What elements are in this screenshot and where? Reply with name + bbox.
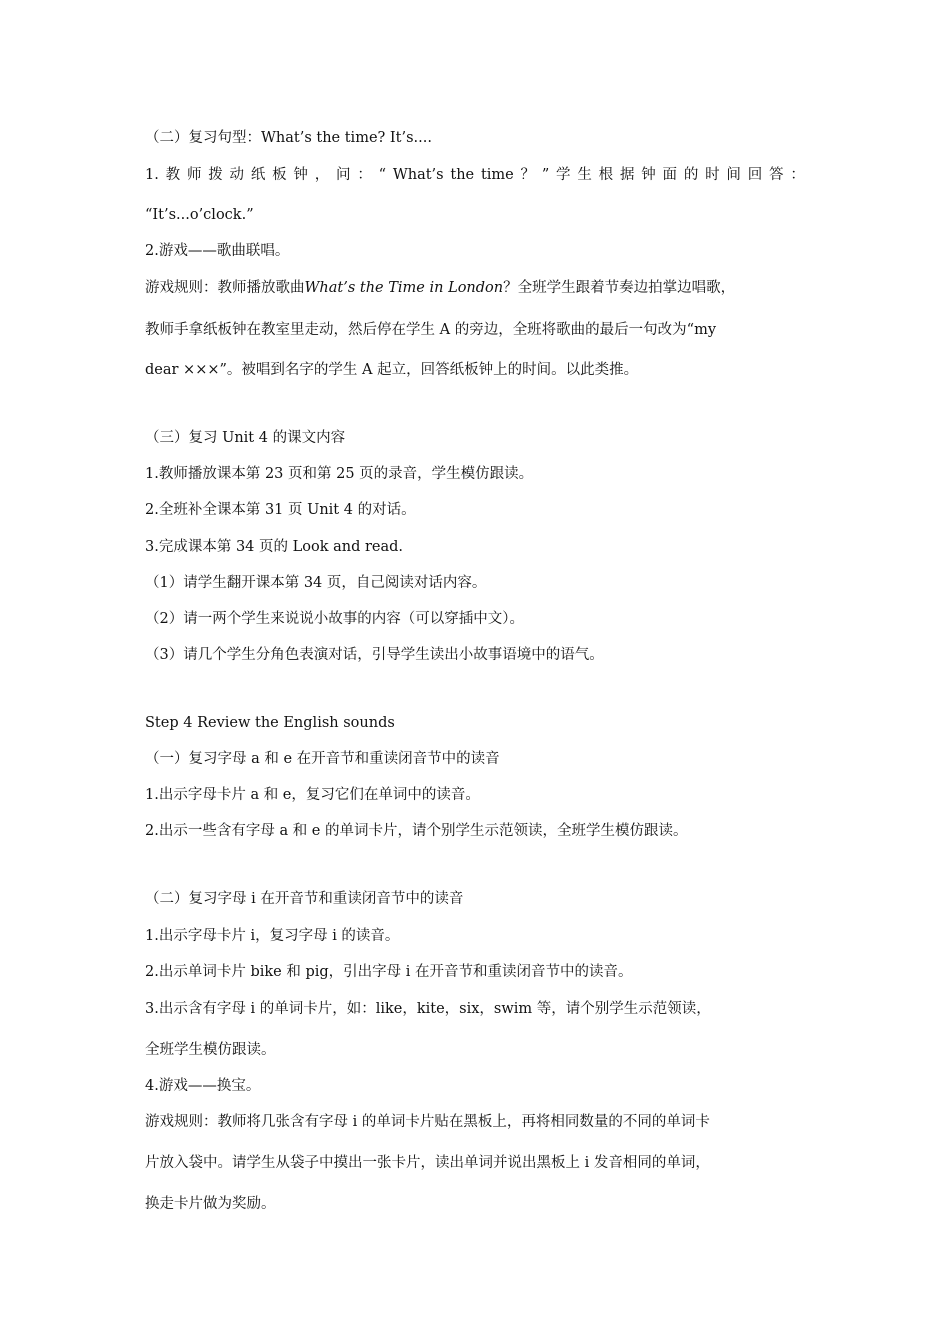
- justified-token: 回: [747, 167, 763, 183]
- justified-token: 答: [769, 167, 784, 183]
- game-rule-1-line-1: [145, 278, 735, 298]
- unit4-item-3: 3.完成课本第 34 页的 Look and read.: [145, 539, 404, 555]
- justified-token: time: [480, 167, 514, 183]
- game-rule-prefix: 游戏规则：教师播放歌曲: [145, 280, 305, 296]
- justified-token: 据: [619, 167, 635, 183]
- game-rule-1-line-2: 教师手拿纸板钟在教室里走动，然后停在学生 A 的旁边，全班将歌曲的最后一句改为“my: [145, 322, 717, 338]
- sounds-section-1-item-1: 1.出示字母卡片 a 和 e，复习它们在单词中的读音。: [145, 787, 480, 803]
- sounds-section-2-item-4: 4.游戏——换宝。: [145, 1078, 261, 1094]
- step-item-1-line-2: “It’s...o’clock.”: [145, 207, 254, 223]
- justified-token: 教: [165, 167, 181, 183]
- unit4-subitem-2: （2）请一两个学生来说说小故事的内容（可以穿插中文）。: [145, 611, 524, 627]
- game-rule-2-line-2: 片放入袋中。请学生从袋子中摸出一张卡片，读出单词并说出黑板上 i 发音相同的单词，: [145, 1155, 710, 1171]
- justified-token: ：: [357, 167, 372, 183]
- justified-token: 时: [705, 167, 720, 183]
- justified-token: 面: [662, 167, 678, 183]
- sounds-section-2-item-2: 2.出示单词卡片 bike 和 pig，引出字母 i 在开音节和重读闭音节中的读音。: [145, 964, 633, 980]
- unit4-subitem-1: （1）请学生翻开课本第 34 页，自己阅读对话内容。: [145, 575, 487, 591]
- game-rule-2-line-3: 换走卡片做为奖励。: [145, 1196, 276, 1212]
- justified-token: 动: [229, 167, 245, 183]
- sounds-section-2-item-1: 1.出示字母卡片 i，复习字母 i 的读音。: [145, 928, 400, 944]
- justified-token: 师: [186, 167, 202, 183]
- justified-token: 间: [726, 167, 741, 183]
- sounds-section-1-heading: （一）复习字母 a 和 e 在开音节和重读闭音节中的读音: [145, 751, 500, 767]
- section-heading-sentence-review: （二）复习句型：What’s the time? It’s....: [145, 130, 432, 146]
- justified-token: 问: [336, 167, 351, 183]
- step-item-1-line-1: [145, 165, 805, 185]
- justified-token: 钟: [293, 167, 308, 183]
- unit4-item-2: 2.全班补全课本第 31 页 Unit 4 的对话。: [145, 502, 416, 518]
- justified-token: 纸: [250, 167, 266, 183]
- game-rule-suffix: ？全班学生跟着节奏边拍掌边唱歌，: [503, 280, 736, 296]
- justified-token: the: [450, 167, 475, 183]
- justified-token: 1.: [145, 167, 159, 183]
- step-4-heading: Step 4 Review the English sounds: [145, 715, 395, 731]
- sounds-section-2-heading: （二）复习字母 i 在开音节和重读闭音节中的读音: [145, 891, 464, 907]
- justified-token: What’s: [392, 167, 444, 183]
- justified-token: 学: [556, 167, 571, 183]
- sounds-section-1-item-2: 2.出示一些含有字母 a 和 e 的单词卡片，请个别学生示范领读，全班学生模仿跟读。: [145, 823, 688, 839]
- unit4-item-1: 1.教师播放课本第 23 页和第 25 页的录音，学生模仿跟读。: [145, 466, 534, 482]
- game-rule-1-line-3: dear ×××”。被唱到名字的学生 A 起立，回答纸板钟上的时间。以此类推。: [145, 362, 639, 378]
- justified-token: 板: [272, 167, 287, 183]
- game-rule-2-line-1: 游戏规则：教师将几张含有字母 i 的单词卡片贴在黑板上，再将相同数量的不同的单词卡: [145, 1114, 710, 1130]
- sounds-section-2-item-3-line-2: 全班学生模仿跟读。: [145, 1042, 276, 1058]
- unit4-subitem-3: （3）请几个学生分角色表演对话，引导学生读出小故事语境中的语气。: [145, 647, 604, 663]
- justified-token: 的: [683, 167, 699, 183]
- step-item-2: 2.游戏——歌曲联唱。: [145, 243, 290, 259]
- justified-token: 拨: [208, 167, 223, 183]
- section-heading-unit4-review: （三）复习 Unit 4 的课文内容: [145, 430, 346, 446]
- justified-token: 钟: [641, 167, 656, 183]
- justified-token: ：: [790, 167, 805, 183]
- justified-token: ？: [520, 167, 536, 183]
- justified-token: 根: [598, 167, 614, 183]
- justified-token: ，: [314, 167, 330, 183]
- justified-token: “: [378, 167, 387, 183]
- justified-token: 生: [577, 167, 592, 183]
- song-title: What’s the Time in London: [304, 280, 504, 296]
- sounds-section-2-item-3-line-1: 3.出示含有字母 i 的单词卡片，如：like，kite，six，swim 等，请个别学生示范领读，: [145, 1001, 711, 1017]
- justified-token: ”: [541, 167, 550, 183]
